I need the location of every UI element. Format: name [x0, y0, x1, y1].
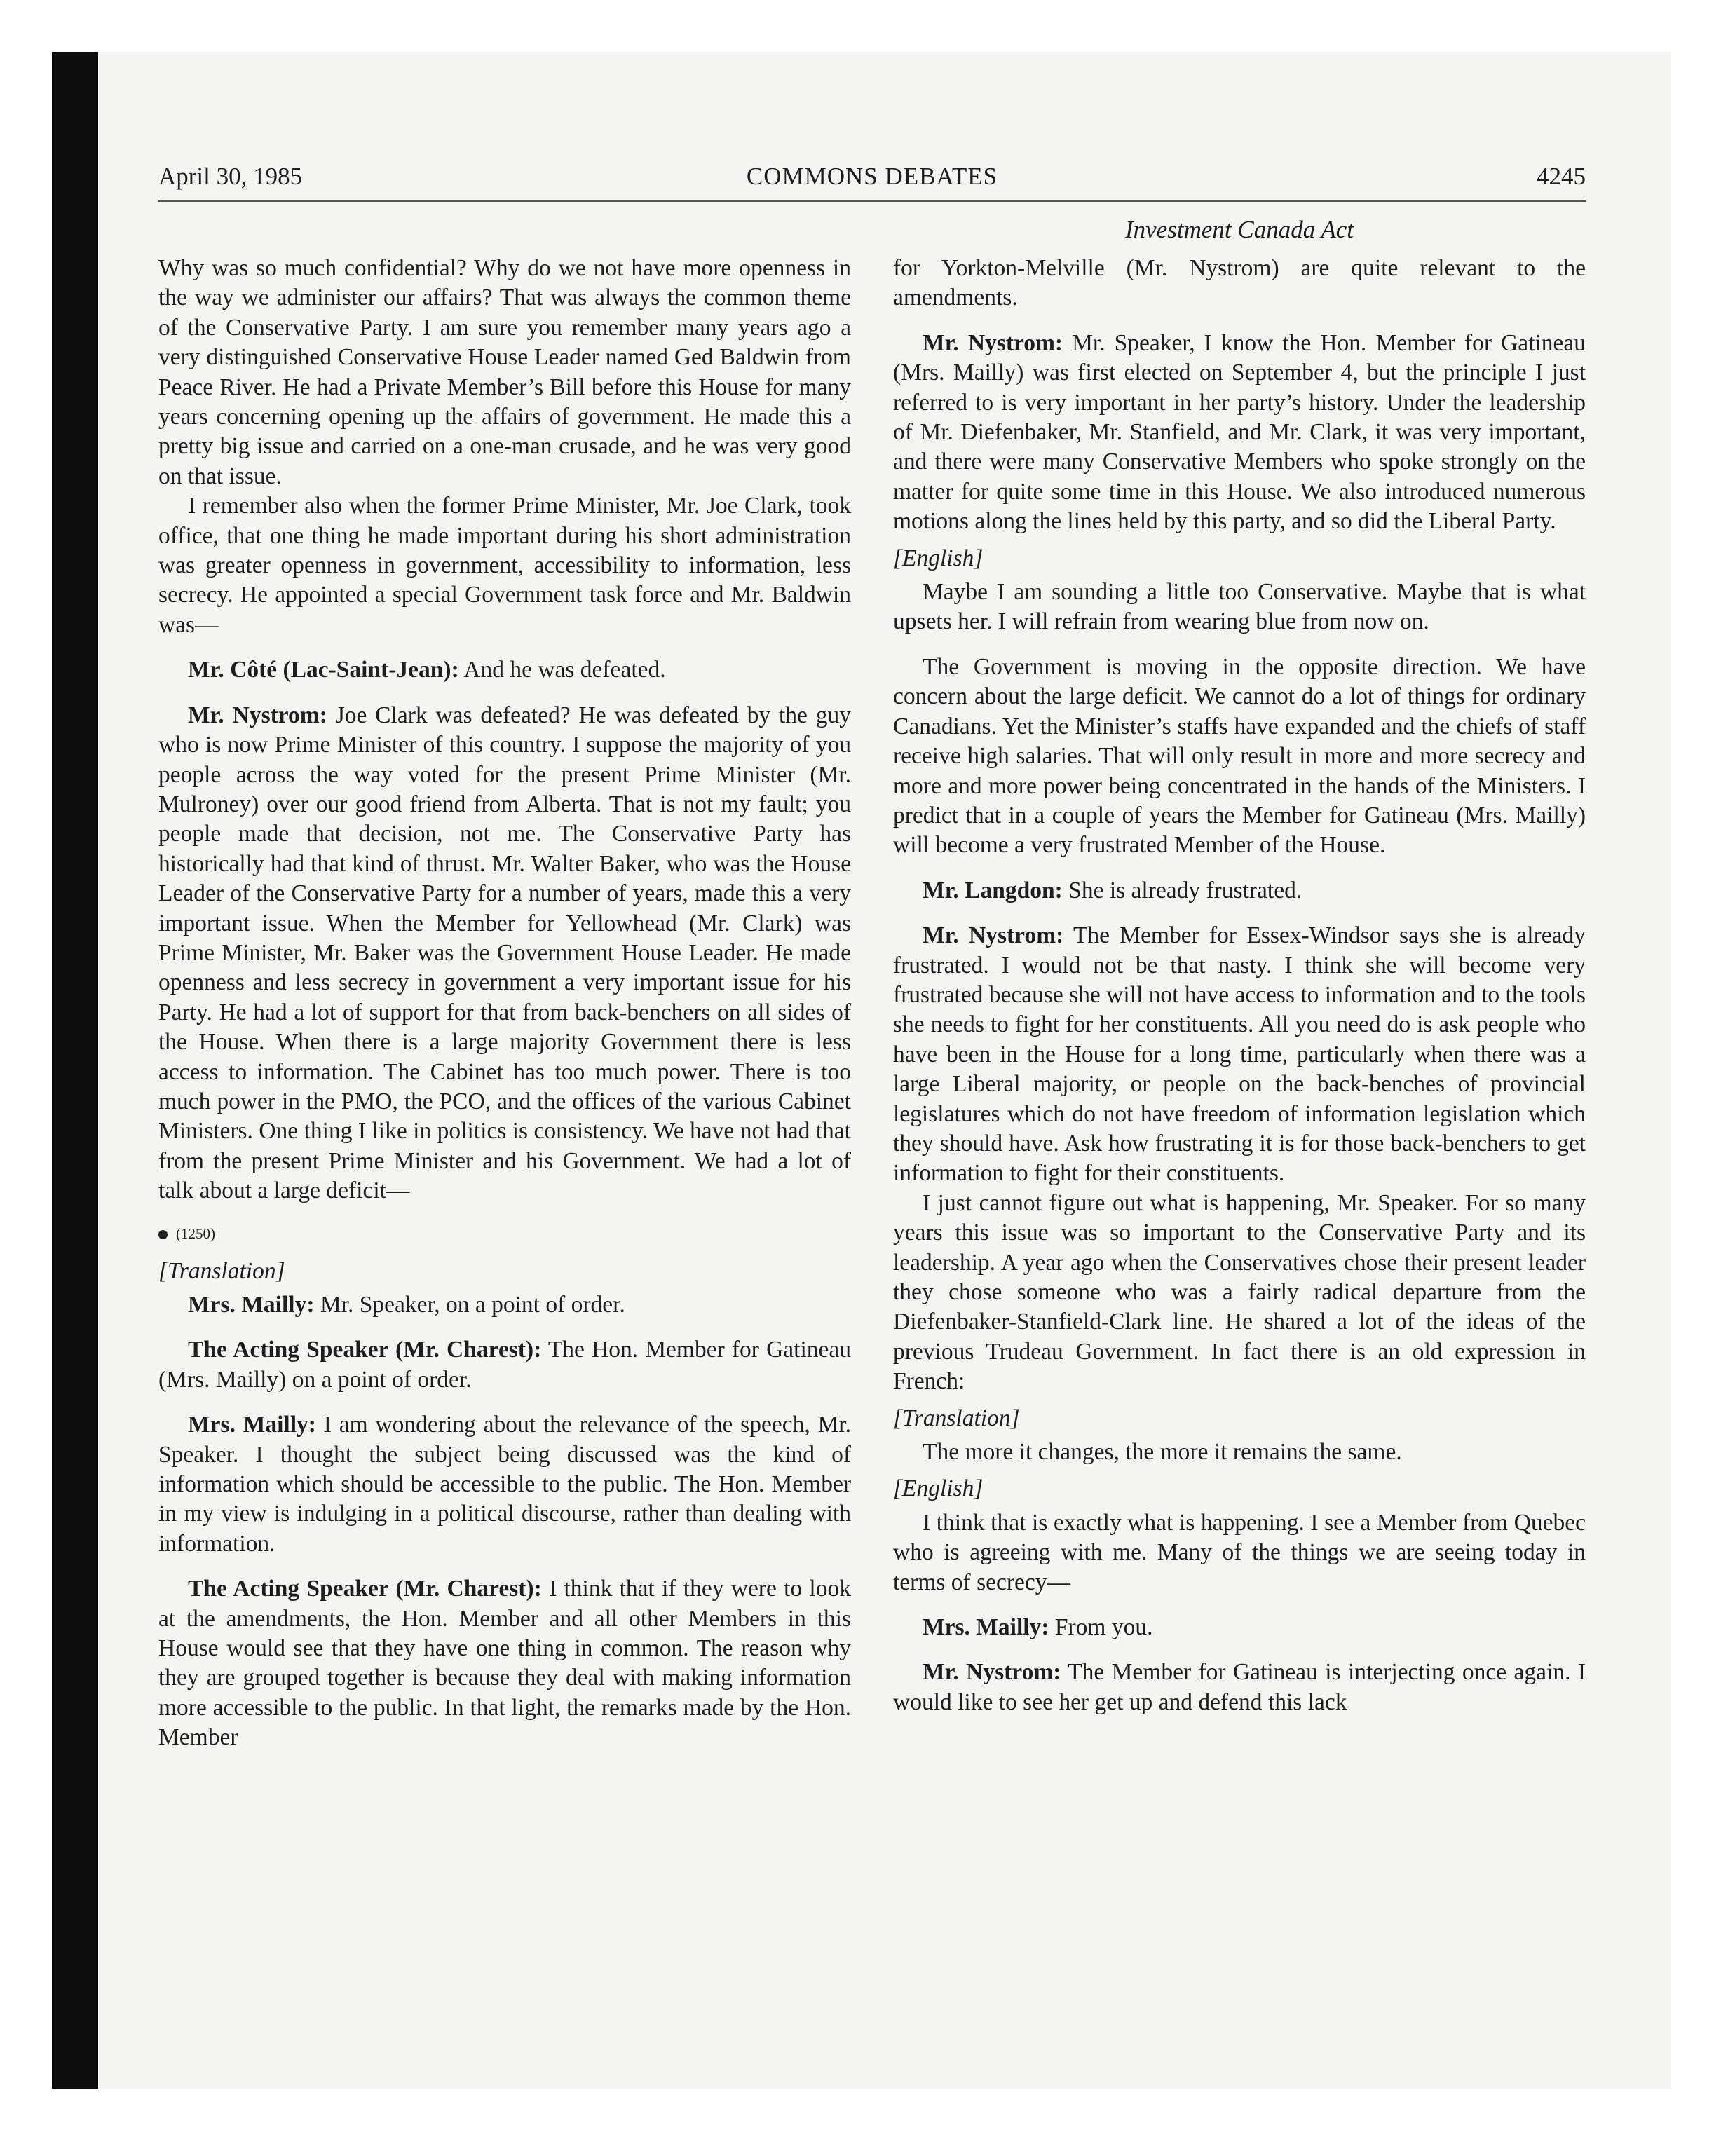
paragraph: Maybe I am sounding a little too Conservative. Maybe that is what upsets her. I will refrain from wearing blue from now on. [893, 579, 1586, 635]
language-marker: [Translation] [893, 1405, 1020, 1431]
speech-text: From you. [1054, 1614, 1153, 1641]
speaker-name: Mrs. Mailly: [188, 1292, 315, 1318]
paragraph: I remember also when the former Prime Minister, Mr. Joe Clark, took office, that one thing he made important during his short administration was greater openness in government, accessibility to information, less secrecy. He appointed a special Government task force and Mr. Baldwin was— [158, 493, 851, 638]
paragraph: The more it changes, the more it remains the same. [923, 1439, 1402, 1466]
speaker-name: Mr. Nystrom: [923, 1659, 1061, 1686]
speech [893, 876, 1586, 906]
language-marker: [English] [893, 545, 984, 571]
language-marker: [Translation] [158, 1257, 285, 1284]
scan-edge [52, 52, 98, 2089]
speech [158, 655, 851, 685]
page-number: 4245 [1537, 163, 1586, 190]
right-column [893, 254, 1586, 1717]
speech-text: The Member for Essex-Windsor says she is already frustrated. I would not be that nasty. I think she will become very frustrated because she will not have access to information and to the tools she needs to fight for her constituents. All you need do is ask people who have been in the House for a long time, particularly when there was a large Liberal majority, or people on the back-benches of provincial legislatures which do not have freedom of information legislation which they should have. Ask how frustrating it is for those back-benchers to get information to fight for their constituents. [893, 922, 1586, 1187]
timestamp [158, 1217, 851, 1250]
speaker-name: Mrs. Mailly: [923, 1614, 1049, 1641]
speech-text: She is already frustrated. [1068, 877, 1302, 903]
speech [158, 1574, 851, 1752]
speech-text: Joe Clark was defeated? He was defeated by the guy who is now Prime Minister of this country. I suppose the majority of you people across the way voted for the present Prime Minister (Mr. Mulroney) over our good friend from Alberta. That is not my fault; you people made that decision, not me. The Conservative Party has historically had that kind of thrust. Mr. Walter Baker, who was the House Leader of the Conservative Party for a number of years, made this a very important issue. When the Member for Yellowhead (Mr. Clark) was Prime Minister, Mr. Baker was the Government House Leader. He made openness and less secrecy in government a very important issue for his Party. He had a lot of support for that from back-benchers on all sides of the House. When there is a large majority Government there is less access to information. The Cabinet has too much power. There is too much power in the PMO, the PCO, and the offices of the various Cabinet Ministers. One thing I like in politics is consistency. We have not had that from the present Prime Minister and his Government. We had a lot of talk about a large deficit— [158, 702, 852, 1204]
speech [158, 1335, 851, 1395]
language-marker: [English] [893, 1475, 984, 1502]
speaker-name: Mr. Nystrom: [923, 922, 1064, 949]
speech [893, 329, 1586, 537]
header-title: COMMONS DEBATES [746, 163, 998, 190]
speech-text: I am wondering about the relevance of the speech, Mr. Speaker. I thought the subject being discussed was the kind of information which should be accessible to the public. The Hon. Member in my view is indulging in a political discourse, rather than dealing with information. [158, 1412, 851, 1557]
speech-text: I think that if they were to look at the amendments, the Hon. Member and all other Members in this House would see that they have one thing in common. The reason why they are grouped together is because they deal with making information more accessible to the public. In that light, the remarks made by the Hon. Member [158, 1576, 851, 1751]
paragraph: Why was so much confidential? Why do we not have more openness in the way we administer our affairs? That was always the common theme of the Conservative Party. I am sure you remember many years ago a very distinguished Conservative House Leader named Ged Baldwin from Peace River. He had a Private Member’s Bill before this House for many years concerning opening up the affairs of government. He made this a pretty big issue and carried on a one-man crusade, and he was very good on that issue. [158, 255, 851, 489]
speaker-name: Mr. Langdon: [923, 877, 1063, 903]
speech [158, 701, 851, 1206]
running-head: Investment Canada Act [1125, 216, 1354, 243]
header-date: April 30, 1985 [158, 163, 303, 190]
speaker-name: The Acting Speaker (Mr. Charest): [188, 1337, 542, 1363]
speech [893, 1613, 1586, 1642]
speech [158, 1290, 851, 1320]
speech-text: And he was defeated. [463, 657, 666, 683]
paragraph: I just cannot figure out what is happening, Mr. Speaker. For so many years this issue was so important to the Conservative Party and its leadership. A year ago when the Conservatives chose their present leader they chose someone who was a fairly radical departure from the Diefenbaker-Stanfield-Clark line. He shared a lot of the ideas of the previous Trudeau Government. In fact there is an old expression in French: [893, 1189, 1586, 1395]
timestamp-text: (1250) [176, 1224, 215, 1242]
paragraph: I think that is exactly what is happening. I see a Member from Quebec who is agreeing with me. Many of the things we are seeing today in terms of secrecy— [893, 1509, 1586, 1595]
speech [158, 1410, 851, 1559]
paragraph: The Government is moving in the opposite direction. We have concern about the large deficit. We cannot do a lot of things for ordinary Canadians. Yet the Minister’s staffs have expanded and the chiefs of staff receive high salaries. That will only result in more and more secrecy and more and more power being concentrated in the hands of the Ministers. I predict that in a couple of years the Member for Gatineau (Mrs. Mailly) will become a very frustrated Member of the House. [893, 653, 1586, 859]
speaker-name: The Acting Speaker (Mr. Charest): [188, 1576, 542, 1602]
speech [893, 921, 1586, 1189]
speech [893, 1658, 1586, 1717]
speech-text: Mr. Speaker, on a point of order. [320, 1292, 625, 1318]
speech-text: The Member for Gatineau is interjecting once again. I would like to see her get up and defend this lack [893, 1659, 1586, 1715]
speech-text: The Hon. Member for Gatineau (Mrs. Mailly) on a point of order. [158, 1337, 851, 1393]
page-header [158, 161, 1586, 202]
speech-text: Mr. Speaker, I know the Hon. Member for Gatineau (Mrs. Mailly) was first elected on September 4, but the principle I just referred to is very important in her party’s history. Under the leadership of Mr. Diefenbaker, Mr. Stanfield, and Mr. Clark, it was very important, and there were many Conservative Members who spoke strongly on the matter for quite some time in this House. We also introduced numerous motions along the lines held by this party, and so did the Liberal Party. [893, 329, 1586, 535]
bullet-icon [158, 1230, 168, 1239]
speaker-name: Mr. Nystrom: [188, 702, 327, 728]
left-column [158, 254, 851, 1753]
speaker-name: Mrs. Mailly: [188, 1412, 316, 1438]
speaker-name: Mr. Côté (Lac-Saint-Jean): [188, 657, 459, 683]
speaker-name: Mr. Nystrom: [923, 329, 1063, 356]
paragraph: for Yorkton-Melville (Mr. Nystrom) are quite relevant to the amendments. [893, 255, 1586, 311]
